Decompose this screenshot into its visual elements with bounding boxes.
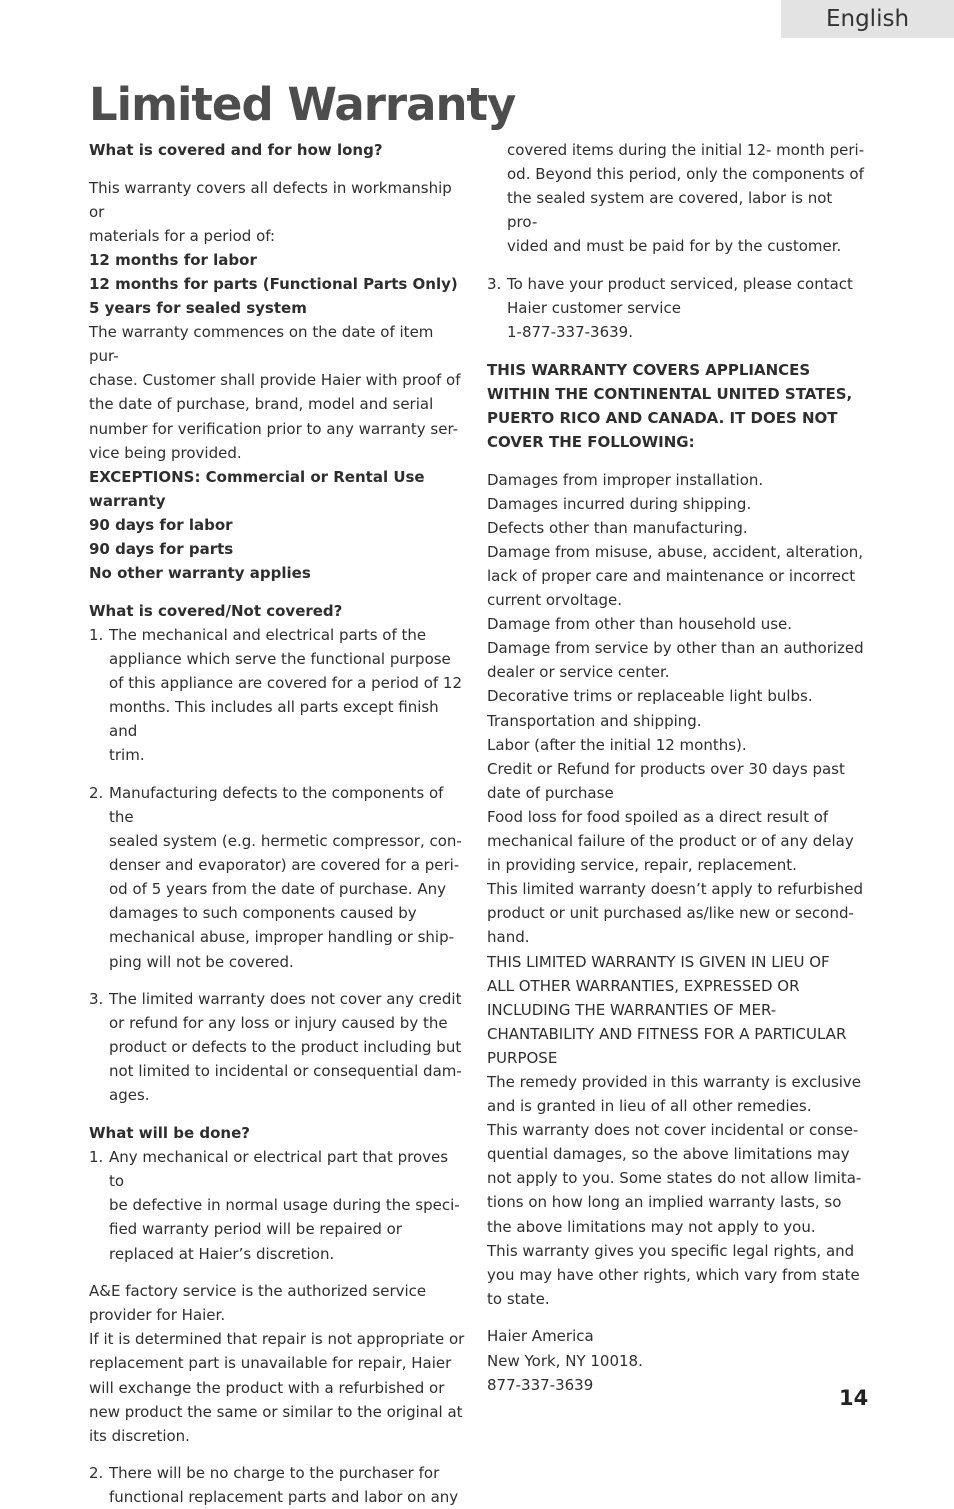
list-line: Haier customer service bbox=[507, 299, 681, 318]
exclusion-line: INCLUDING THE WARRANTIES OF MER- bbox=[487, 1000, 777, 1019]
commence-line: vice being provided. bbox=[89, 443, 242, 462]
exclusion-line: not apply to you. Some states do not allow limita- bbox=[487, 1169, 862, 1188]
commence-line: The warranty commences on the date of item pur- bbox=[89, 323, 434, 366]
exclusion-line: Food loss for food spoiled as a direct result of bbox=[487, 807, 829, 826]
list-line: Manufacturing defects to the components of the bbox=[109, 783, 444, 826]
coverage-scope-line: WITHIN THE CONTINENTAL UNITED STATES, bbox=[487, 384, 853, 403]
list-line: fied warranty period will be repaired or bbox=[109, 1220, 402, 1239]
exclusion-line: product or unit purchased as/like new or second- bbox=[487, 904, 854, 923]
exclusion-line: This limited warranty doesn’t apply to refurbished bbox=[487, 880, 864, 899]
exclusion-line: tions on how long an implied warranty lasts, so bbox=[487, 1193, 842, 1212]
company-name: Haier America bbox=[487, 1327, 594, 1346]
exclusion-line: to state. bbox=[487, 1289, 550, 1308]
exclusion-line: PURPOSE bbox=[487, 1048, 558, 1067]
exclusion-line: This warranty does not cover incidental or conse- bbox=[487, 1121, 859, 1140]
page-number: 14 bbox=[839, 1386, 869, 1410]
page-title: Limited Warranty bbox=[89, 78, 516, 131]
list-line: functional replacement parts and labor on any bbox=[109, 1488, 459, 1507]
company-phone: 877-337-3639 bbox=[487, 1375, 594, 1394]
exclusion-line: Damage from misuse, abuse, accident, alteration, bbox=[487, 542, 864, 561]
exclusion-line: current orvoltage. bbox=[487, 591, 623, 610]
service-line: provider for Haier. bbox=[89, 1306, 226, 1325]
exclusion-line: in providing service, repair, replacement. bbox=[487, 856, 797, 875]
list-line: of this appliance are covered for a period of 12 bbox=[109, 673, 463, 692]
list-item bbox=[89, 987, 467, 1107]
exclusion-line: ALL OTHER WARRANTIES, EXPRESSED OR bbox=[487, 976, 800, 995]
list-line: od of 5 years from the date of purchase. Any bbox=[109, 880, 446, 899]
service-line: will exchange the product with a refurbished or bbox=[89, 1378, 445, 1397]
exclusion-line: you may have other rights, which vary from state bbox=[487, 1265, 860, 1284]
term-line: 12 months for parts (Functional Parts Only) bbox=[89, 274, 458, 293]
list-line: sealed system (e.g. hermetic compressor, con- bbox=[109, 832, 462, 851]
list-item bbox=[89, 781, 467, 974]
continued-list-text bbox=[487, 138, 867, 258]
list-number: 1. bbox=[89, 1148, 104, 1167]
intro-line: This warranty covers all defects in workmanship or bbox=[89, 178, 452, 221]
list-line: months. This includes all parts except finish and bbox=[109, 698, 439, 741]
list-line: od. Beyond this period, only the components of bbox=[507, 165, 864, 184]
exclusion-line: The remedy provided in this warranty is exclusive bbox=[487, 1072, 862, 1091]
list-line: vided and must be paid for by the customer. bbox=[507, 237, 842, 256]
exclusion-line: date of purchase bbox=[487, 783, 614, 802]
service-line: its discretion. bbox=[89, 1426, 190, 1445]
list-line: replaced at Haier’s discretion. bbox=[109, 1244, 335, 1263]
list-line: mechanical abuse, improper handling or ship- bbox=[109, 928, 455, 947]
list-line: be defective in normal usage during the speci- bbox=[109, 1196, 460, 1215]
list-line: There will be no charge to the purchaser for bbox=[109, 1464, 440, 1483]
left-column bbox=[89, 138, 467, 1509]
exception-line: 90 days for parts bbox=[89, 540, 234, 558]
list-line: The limited warranty does not cover any credit bbox=[109, 990, 462, 1009]
exclusion-line: Defects other than manufacturing. bbox=[487, 518, 748, 537]
list-line: ages. bbox=[109, 1086, 150, 1105]
coverage-scope-line: COVER THE FOLLOWING: bbox=[487, 433, 695, 452]
commence-line: number for verification prior to any warranty ser- bbox=[89, 419, 459, 438]
exclusion-line: mechanical failure of the product or of any delay bbox=[487, 832, 854, 851]
exclusion-line: Decorative trims or replaceable light bulbs. bbox=[487, 687, 813, 706]
list-number: 1. bbox=[89, 625, 104, 644]
list-number: 3. bbox=[487, 274, 502, 293]
list-number: 2. bbox=[89, 1464, 104, 1483]
list-line: The mechanical and electrical parts of the bbox=[109, 625, 427, 644]
term-line: 5 years for sealed system bbox=[89, 299, 307, 318]
exclusion-line: Damage from other than household use. bbox=[487, 615, 793, 634]
exclusion-line: CHANTABILITY AND FITNESS FOR A PARTICULAR bbox=[487, 1024, 847, 1043]
exclusion-line: Transportation and shipping. bbox=[487, 711, 702, 730]
exclusion-line: the above limitations may not apply to you. bbox=[487, 1217, 816, 1236]
list-item bbox=[89, 1145, 467, 1265]
service-line: A&E factory service is the authorized service bbox=[89, 1282, 427, 1301]
coverage-scope-line: PUERTO RICO AND CANADA. IT DOES NOT bbox=[487, 408, 838, 427]
heading-covered-not-covered: What is covered/Not covered? bbox=[89, 601, 343, 620]
exception-line: EXCEPTIONS: Commercial or Rental Use bbox=[89, 467, 425, 486]
heading-what-covered: What is covered and for how long? bbox=[89, 141, 383, 159]
list-line: denser and evaporator) are covered for a peri- bbox=[109, 856, 460, 875]
company-address: New York, NY 10018. bbox=[487, 1351, 643, 1370]
exception-line: No other warranty applies bbox=[89, 564, 311, 583]
exclusion-line: hand. bbox=[487, 928, 530, 947]
commence-line: the date of purchase, brand, model and serial bbox=[89, 395, 434, 414]
list-number: 3. bbox=[89, 990, 104, 1009]
intro-line: materials for a period of: bbox=[89, 226, 276, 245]
exception-line: 90 days for labor bbox=[89, 515, 233, 534]
list-item bbox=[487, 272, 867, 344]
list-line: damages to such components caused by bbox=[109, 904, 417, 923]
exclusion-line: This warranty gives you specific legal rights, and bbox=[487, 1241, 855, 1260]
list-line: or refund for any loss or injury caused by the bbox=[109, 1014, 448, 1033]
service-line: new product the same or similar to the original at bbox=[89, 1402, 463, 1421]
commence-line: chase. Customer shall provide Haier with proof of bbox=[89, 371, 461, 390]
list-line: covered items during the initial 12- month peri- bbox=[507, 141, 865, 159]
list-item bbox=[89, 623, 467, 768]
list-line: trim. bbox=[109, 746, 145, 765]
list-line: product or defects to the product including but bbox=[109, 1038, 462, 1057]
heading-what-will-be-done: What will be done? bbox=[89, 1124, 250, 1143]
list-line: not limited to incidental or consequential dam- bbox=[109, 1062, 462, 1081]
exception-line: warranty bbox=[89, 491, 166, 510]
list-line: To have your product serviced, please contact bbox=[507, 274, 853, 293]
exclusion-line: Damages from improper installation. bbox=[487, 470, 764, 489]
coverage-scope-line: THIS WARRANTY COVERS APPLIANCES bbox=[487, 360, 811, 379]
list-line: the sealed system are covered, labor is not pro- bbox=[507, 189, 833, 232]
list-line: appliance which serve the functional purpose bbox=[109, 649, 451, 668]
list-line: Any mechanical or electrical part that proves to bbox=[109, 1148, 449, 1191]
right-column bbox=[487, 138, 867, 1397]
phone-number: 1-877-337-3639. bbox=[507, 323, 633, 342]
exclusion-line: THIS LIMITED WARRANTY IS GIVEN IN LIEU OF bbox=[487, 952, 830, 971]
list-line: ping will not be covered. bbox=[109, 952, 294, 971]
exclusion-line: and is granted in lieu of all other remedies. bbox=[487, 1097, 812, 1116]
exclusion-line: dealer or service center. bbox=[487, 663, 670, 682]
list-number: 2. bbox=[89, 783, 104, 802]
exclusion-line: Labor (after the initial 12 months). bbox=[487, 735, 747, 754]
exclusion-line: Damages incurred during shipping. bbox=[487, 494, 752, 513]
exclusion-line: quential damages, so the above limitations may bbox=[487, 1145, 850, 1164]
exclusion-line: Damage from service by other than an authorized bbox=[487, 639, 864, 658]
term-line: 12 months for labor bbox=[89, 250, 257, 269]
list-item bbox=[89, 1461, 467, 1509]
service-line: If it is determined that repair is not appropriate or bbox=[89, 1330, 465, 1349]
exclusion-line: Credit or Refund for products over 30 days past bbox=[487, 759, 845, 778]
service-line: replacement part is unavailable for repair, Haier bbox=[89, 1354, 452, 1373]
language-tab[interactable]: English bbox=[781, 0, 954, 38]
exclusion-line: lack of proper care and maintenance or incorrect bbox=[487, 567, 856, 585]
